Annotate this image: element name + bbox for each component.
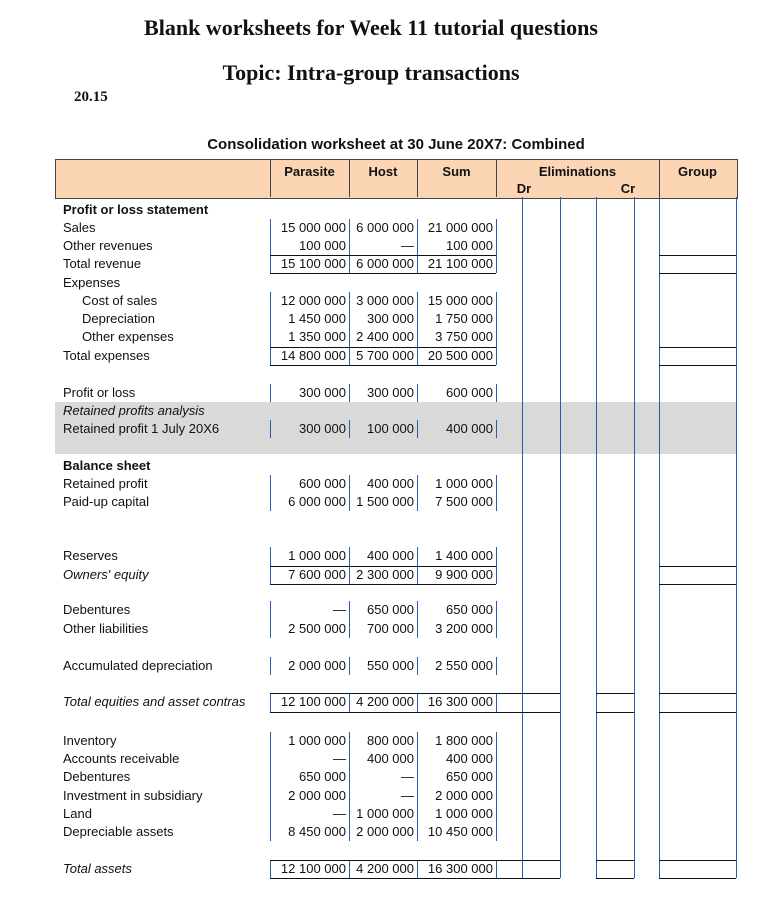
row-label: Expenses <box>63 275 121 290</box>
sum-value: 400 000 <box>446 421 493 436</box>
total-rule <box>270 693 496 694</box>
parasite-value: 12 000 000 <box>280 293 346 308</box>
row-label: Other expenses <box>82 329 174 344</box>
grid-line <box>270 601 271 638</box>
row-label: Accounts receivable <box>63 751 180 766</box>
row-label: Total expenses <box>63 348 150 363</box>
grid-line <box>270 693 271 712</box>
group-total-rule <box>659 860 736 861</box>
total-rule <box>270 255 496 256</box>
host-value: 1 500 000 <box>356 494 414 509</box>
parasite-header: Parasite <box>284 164 335 179</box>
dr-header: Dr <box>516 181 532 196</box>
parasite-value: 1 000 000 <box>288 548 346 563</box>
total-rule <box>270 878 496 879</box>
grid-line <box>417 475 418 511</box>
host-value: 3 000 000 <box>356 293 414 308</box>
grid-line <box>496 732 497 841</box>
row-label: Total equities and asset contras <box>63 694 246 709</box>
sum-value: 650 000 <box>446 602 493 617</box>
host-value: 4 200 000 <box>356 861 414 876</box>
host-value: 2 000 000 <box>356 824 414 839</box>
sum-value: 1 800 000 <box>435 733 493 748</box>
grid-line <box>496 219 497 273</box>
cr-header: Cr <box>620 181 636 196</box>
row-label: Sales <box>63 220 96 235</box>
elim-total-rule <box>496 878 560 879</box>
group-total-rule <box>659 273 736 274</box>
parasite-value: 300 000 <box>299 385 346 400</box>
row-label: Total revenue <box>63 256 142 271</box>
elim-total-rule <box>596 860 634 861</box>
grid-line <box>270 292 271 365</box>
sum-value: 2 000 000 <box>435 788 493 803</box>
sum-value: 16 300 000 <box>427 861 493 876</box>
sum-value: 400 000 <box>446 751 493 766</box>
host-value: 550 000 <box>367 658 414 673</box>
group-total-rule <box>659 365 736 366</box>
parasite-value: 12 100 000 <box>280 861 346 876</box>
row-label: Depreciable assets <box>63 824 174 839</box>
grid-line <box>596 197 597 878</box>
sum-value: 1 400 000 <box>435 548 493 563</box>
group-total-rule <box>659 693 736 694</box>
group-total-rule <box>659 347 736 348</box>
row-label: Paid-up capital <box>63 494 149 509</box>
host-value: — <box>401 238 414 253</box>
grid-line <box>270 860 271 878</box>
worksheet-title: Consolidation worksheet at 30 June 20X7: Combined <box>207 136 585 153</box>
grid-line <box>270 420 271 438</box>
grid-line <box>349 732 350 841</box>
row-label: Depreciation <box>82 311 155 326</box>
parasite-value: — <box>333 751 346 766</box>
total-rule <box>270 365 496 366</box>
row-label: Land <box>63 806 92 821</box>
parasite-value: 12 100 000 <box>280 694 346 709</box>
row-label: Balance sheet <box>63 458 151 473</box>
row-label: Investment in subsidiary <box>63 788 203 803</box>
parasite-value: 15 100 000 <box>280 256 346 271</box>
page-title: Blank worksheets for Week 11 tutorial questions <box>144 15 598 40</box>
elim-total-rule <box>496 860 560 861</box>
elim-total-rule <box>496 712 560 713</box>
parasite-value: 15 000 000 <box>280 220 346 235</box>
parasite-value: 8 450 000 <box>288 824 346 839</box>
header-divider <box>417 159 418 197</box>
total-rule <box>270 273 496 274</box>
host-value: — <box>401 788 414 803</box>
parasite-value: 2 500 000 <box>288 621 346 636</box>
grid-line <box>417 420 418 438</box>
eliminations-header: Eliminations <box>538 164 617 179</box>
host-value: 5 700 000 <box>356 348 414 363</box>
grid-line <box>349 292 350 365</box>
total-rule <box>270 860 496 861</box>
host-value: 300 000 <box>367 385 414 400</box>
grid-line <box>634 197 635 878</box>
parasite-value: 2 000 000 <box>288 788 346 803</box>
sum-value: 600 000 <box>446 385 493 400</box>
group-header: Group <box>678 164 717 179</box>
host-value: 400 000 <box>367 548 414 563</box>
sum-value: 3 200 000 <box>435 621 493 636</box>
row-label: Total assets <box>63 861 132 876</box>
sum-value: 3 750 000 <box>435 329 493 344</box>
sum-value: 100 000 <box>446 238 493 253</box>
sum-value: 1 000 000 <box>435 476 493 491</box>
row-label: Owners' equity <box>63 567 149 582</box>
sum-value: 2 550 000 <box>435 658 493 673</box>
host-value: 400 000 <box>367 751 414 766</box>
grid-line <box>417 601 418 638</box>
row-label: Profit or loss <box>63 385 136 400</box>
host-value: — <box>401 769 414 784</box>
header-divider <box>349 159 350 197</box>
parasite-value: 1 450 000 <box>288 311 346 326</box>
grid-line <box>270 384 271 402</box>
grid-line <box>417 292 418 365</box>
host-header: Host <box>368 164 398 179</box>
topic-title: Topic: Intra-group transactions <box>222 60 520 85</box>
grid-line <box>496 475 497 511</box>
row-label: Retained profits analysis <box>63 403 205 418</box>
row-label: Reserves <box>63 548 118 563</box>
grid-line <box>270 657 271 675</box>
host-value: 2 400 000 <box>356 329 414 344</box>
row-label: Accumulated depreciation <box>63 658 213 673</box>
parasite-value: 1 350 000 <box>288 329 346 344</box>
host-value: 2 300 000 <box>356 567 414 582</box>
grid-line <box>270 219 271 273</box>
row-label: Inventory <box>63 733 117 748</box>
parasite-value: 1 000 000 <box>288 733 346 748</box>
sum-value: 20 500 000 <box>427 348 493 363</box>
grid-line <box>496 657 497 675</box>
grid-line <box>417 384 418 402</box>
total-rule <box>270 712 496 713</box>
grid-line <box>270 732 271 841</box>
group-total-rule <box>659 878 736 879</box>
group-total-rule <box>659 584 736 585</box>
parasite-value: — <box>333 602 346 617</box>
host-value: 1 000 000 <box>356 806 414 821</box>
grid-line <box>349 657 350 675</box>
grid-line <box>659 197 660 878</box>
grid-line <box>496 292 497 365</box>
header-divider <box>496 159 497 197</box>
row-label: Debentures <box>63 602 131 617</box>
host-value: 6 000 000 <box>356 256 414 271</box>
grid-line <box>349 420 350 438</box>
sum-value: 15 000 000 <box>427 293 493 308</box>
grid-line <box>349 860 350 878</box>
grid-line <box>270 475 271 511</box>
grid-line <box>417 219 418 273</box>
parasite-value: 600 000 <box>299 476 346 491</box>
host-value: 400 000 <box>367 476 414 491</box>
host-value: 6 000 000 <box>356 220 414 235</box>
grid-line <box>496 860 497 878</box>
row-label: Profit or loss statement <box>63 202 209 217</box>
grid-line <box>560 197 561 878</box>
parasite-value: 14 800 000 <box>280 348 346 363</box>
group-total-rule <box>659 255 736 256</box>
row-label: Retained profit 1 July 20X6 <box>63 421 220 436</box>
grid-line <box>496 547 497 584</box>
sum-value: 10 450 000 <box>427 824 493 839</box>
elim-total-rule <box>596 712 634 713</box>
row-label: Other revenues <box>63 238 153 253</box>
grid-line <box>417 693 418 712</box>
parasite-value: 300 000 <box>299 421 346 436</box>
header-divider <box>659 159 660 197</box>
parasite-value: 650 000 <box>299 769 346 784</box>
grid-line <box>496 420 497 438</box>
grid-line <box>496 693 497 712</box>
grid-line <box>496 601 497 638</box>
elim-total-rule <box>596 878 634 879</box>
host-value: 300 000 <box>367 311 414 326</box>
parasite-value: — <box>333 806 346 821</box>
total-rule <box>270 347 496 348</box>
group-total-rule <box>659 566 736 567</box>
sum-value: 650 000 <box>446 769 493 784</box>
elim-total-rule <box>596 693 634 694</box>
elim-total-rule <box>496 693 560 694</box>
host-value: 800 000 <box>367 733 414 748</box>
grid-line <box>349 219 350 273</box>
sum-value: 1 750 000 <box>435 311 493 326</box>
total-rule <box>270 566 496 567</box>
host-value: 650 000 <box>367 602 414 617</box>
parasite-value: 7 600 000 <box>288 567 346 582</box>
host-value: 4 200 000 <box>356 694 414 709</box>
parasite-value: 6 000 000 <box>288 494 346 509</box>
header-divider <box>270 159 271 197</box>
host-value: 100 000 <box>367 421 414 436</box>
row-label: Other liabilities <box>63 621 149 636</box>
sum-value: 9 900 000 <box>435 567 493 582</box>
grid-line <box>349 601 350 638</box>
sum-value: 7 500 000 <box>435 494 493 509</box>
grid-line <box>417 860 418 878</box>
row-label: Cost of sales <box>82 293 158 308</box>
total-rule <box>270 584 496 585</box>
host-value: 700 000 <box>367 621 414 636</box>
grid-line <box>417 732 418 841</box>
grid-line <box>522 197 523 878</box>
grid-line <box>736 197 737 878</box>
sum-header: Sum <box>442 164 471 179</box>
parasite-value: 2 000 000 <box>288 658 346 673</box>
row-label: Debentures <box>63 769 131 784</box>
grid-line <box>349 384 350 402</box>
row-label: Retained profit <box>63 476 148 491</box>
grid-line <box>349 693 350 712</box>
sum-value: 1 000 000 <box>435 806 493 821</box>
grid-line <box>496 384 497 402</box>
sum-value: 16 300 000 <box>427 694 493 709</box>
grid-line <box>349 475 350 511</box>
parasite-value: 100 000 <box>299 238 346 253</box>
sum-value: 21 000 000 <box>427 220 493 235</box>
sum-value: 21 100 000 <box>427 256 493 271</box>
grid-line <box>417 657 418 675</box>
question-number: 20.15 <box>74 89 108 105</box>
group-total-rule <box>659 712 736 713</box>
